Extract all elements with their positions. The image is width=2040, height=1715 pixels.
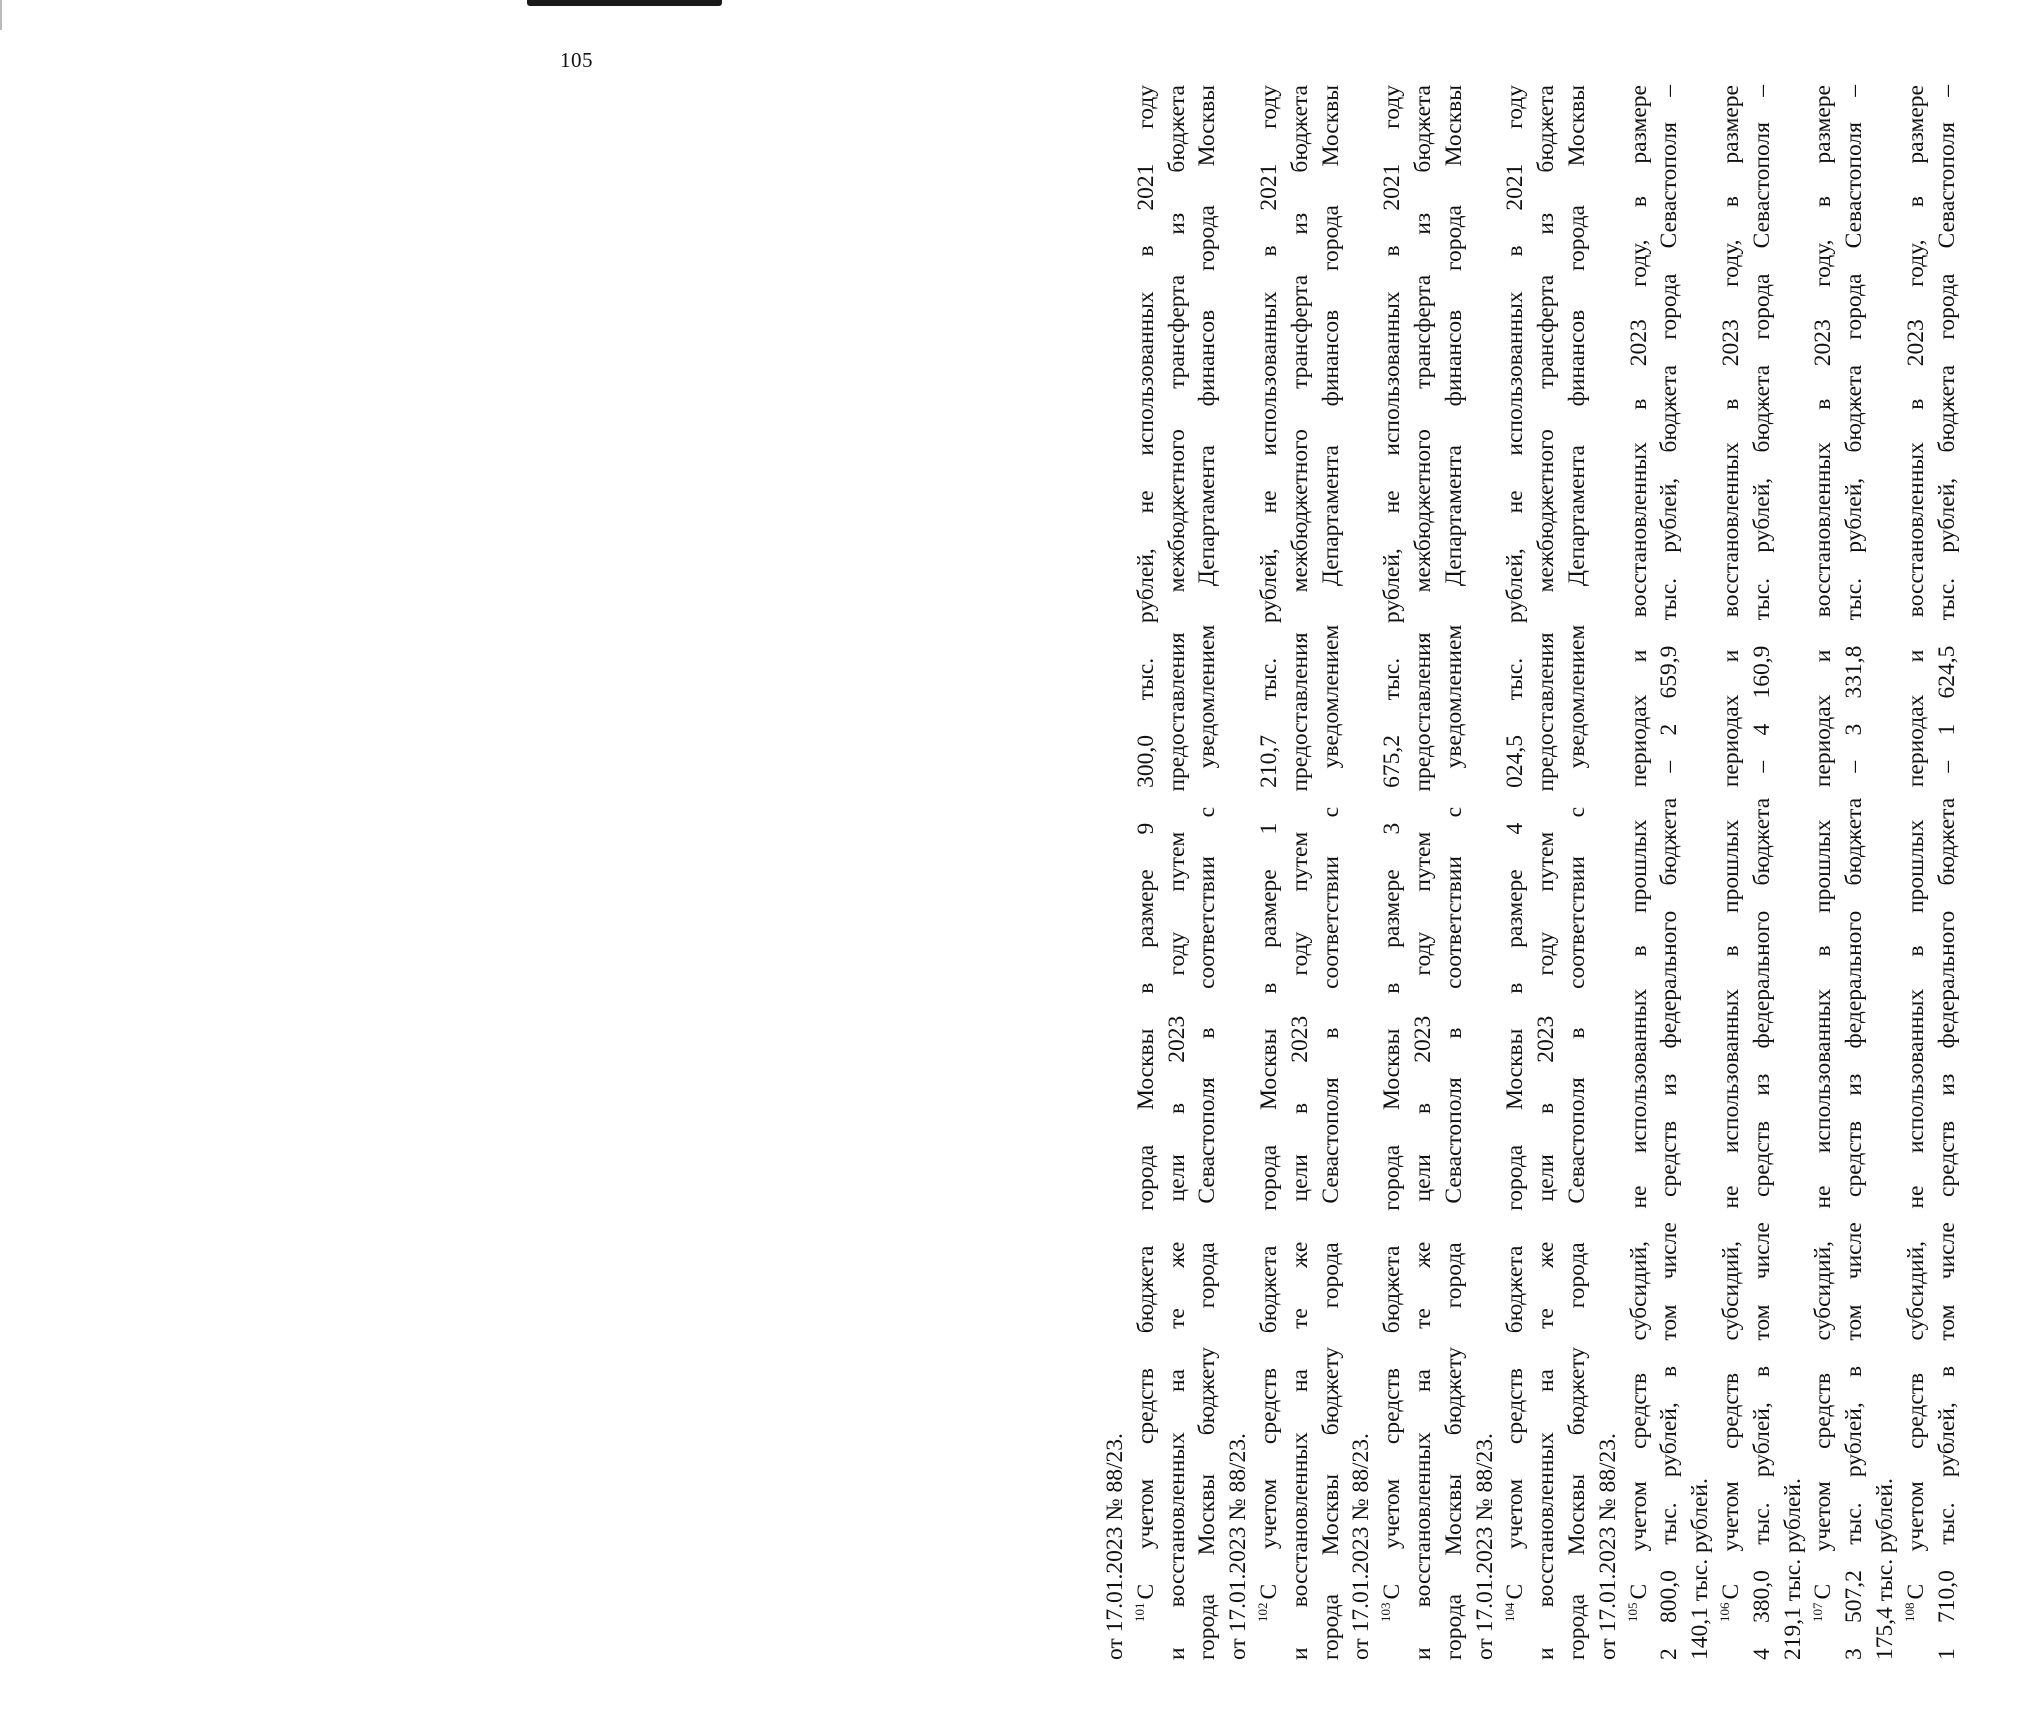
footnote-number: 104 bbox=[1501, 1602, 1517, 1622]
footnote-number: 101 bbox=[1131, 1602, 1147, 1622]
text-line bbox=[1285, 85, 1316, 1660]
text-line bbox=[1932, 85, 1963, 1660]
footnote-number: 107 bbox=[1809, 1602, 1825, 1622]
text-line bbox=[1192, 85, 1223, 1660]
line-text: и восстановленных на те же цели в 2023 году путем предоставления межбюджетного трансферта из бюджета bbox=[1533, 85, 1560, 1660]
text-line bbox=[1408, 85, 1439, 1660]
line-text: от 17.01.2023 № 88/23. bbox=[1348, 1433, 1375, 1660]
text-line bbox=[1162, 85, 1193, 1660]
line-text: С учетом средств бюджета города Москвы в размере 1 210,7 тыс. рублей, не использованных в 2021 году bbox=[1255, 85, 1282, 1600]
footnote-102-start bbox=[1254, 85, 1285, 1660]
page-number: 105 bbox=[560, 48, 593, 72]
line-text: С учетом средств бюджета города Москвы в размере 4 024,5 тыс. рублей, не использованных в 2021 году bbox=[1502, 85, 1529, 1600]
text-line bbox=[1593, 85, 1624, 1660]
footnote-107-start bbox=[1808, 85, 1839, 1660]
text-line bbox=[1470, 85, 1501, 1660]
text-line bbox=[1100, 85, 1131, 1660]
text-line bbox=[1870, 85, 1901, 1660]
footnote-number: 106 bbox=[1717, 1602, 1733, 1622]
footnote-number: 103 bbox=[1378, 1602, 1394, 1622]
line-text: города Москвы бюджету города Севастополя в соответствии с уведомлением Департамента финансов города Москвы bbox=[1563, 85, 1590, 1660]
line-text: от 17.01.2023 № 88/23. bbox=[1594, 1433, 1621, 1660]
text-line bbox=[1685, 85, 1716, 1660]
line-text: города Москвы бюджету города Севастополя в соответствии с уведомлением Департамента финансов города Москвы bbox=[1194, 85, 1221, 1660]
line-text: 175,4 тыс. рублей. bbox=[1871, 1478, 1898, 1660]
footnote-number: 108 bbox=[1901, 1602, 1917, 1622]
text-line bbox=[1316, 85, 1347, 1660]
footnote-101-start bbox=[1131, 85, 1162, 1660]
line-text: города Москвы бюджету города Севастополя в соответствии с уведомлением Департамента финансов города Москвы bbox=[1440, 85, 1467, 1660]
scan-edge-mark bbox=[0, 0, 2, 30]
footnote-104-start bbox=[1500, 85, 1531, 1660]
line-text: С учетом средств субсидий, не использованных в прошлых периодах и восстановленных в 2023 году, в размере bbox=[1810, 85, 1837, 1600]
line-text: и восстановленных на те же цели в 2023 году путем предоставления межбюджетного трансферта из бюджета bbox=[1286, 85, 1313, 1660]
line-text: от 17.01.2023 № 88/23. bbox=[1225, 1433, 1252, 1660]
line-text: 2 800,0 тыс. рублей, в том числе средств из федерального бюджета – 2 659,9 тыс. рублей, бюджета города Севастополя – bbox=[1656, 85, 1683, 1660]
line-text: С учетом средств субсидий, не использованных в прошлых периодах и восстановленных в 2023 году, в размере bbox=[1902, 85, 1929, 1600]
text-line bbox=[1747, 85, 1778, 1660]
line-text: 219,1 тыс. рублей. bbox=[1779, 1478, 1806, 1660]
line-text: города Москвы бюджету города Севастополя в соответствии с уведомлением Департамента финансов города Москвы bbox=[1317, 85, 1344, 1660]
line-text: 140,1 тыс. рублей. bbox=[1687, 1478, 1714, 1660]
line-text: 4 380,0 тыс. рублей, в том числе средств из федерального бюджета – 4 160,9 тыс. рублей, бюджета города Севастополя – bbox=[1748, 85, 1775, 1660]
line-text: С учетом средств бюджета города Москвы в размере 3 675,2 тыс. рублей, не использованных в 2021 году bbox=[1379, 85, 1406, 1600]
line-text: и восстановленных на те же цели в 2023 году путем предоставления межбюджетного трансферта из бюджета bbox=[1163, 85, 1190, 1660]
footnote-108-start bbox=[1901, 85, 1932, 1660]
footnote-103-start bbox=[1377, 85, 1408, 1660]
text-line bbox=[1654, 85, 1685, 1660]
footnote-105-start bbox=[1624, 85, 1655, 1660]
text-line bbox=[1778, 85, 1809, 1660]
line-text: и восстановленных на те же цели в 2023 году путем предоставления межбюджетного трансферта из бюджета bbox=[1409, 85, 1436, 1660]
text-line bbox=[1223, 85, 1254, 1660]
line-text: 3 507,2 тыс. рублей, в том числе средств из федерального бюджета – 3 331,8 тыс. рублей, бюджета города Севастополя – bbox=[1841, 85, 1868, 1660]
line-text: от 17.01.2023 № 88/23. bbox=[1102, 1433, 1128, 1660]
line-text: 1 710,0 тыс. рублей, в том числе средств из федерального бюджета – 1 624,5 тыс. рублей, бюджета города Севастополя – bbox=[1933, 85, 1960, 1660]
text-line bbox=[1346, 85, 1377, 1660]
scan-top-bar bbox=[527, 0, 722, 6]
footnotes-text-block bbox=[1100, 85, 2040, 1660]
line-text: от 17.01.2023 № 88/23. bbox=[1471, 1433, 1498, 1660]
line-text: С учетом средств бюджета города Москвы в размере 9 300,0 тыс. рублей, не использованных в 2021 году bbox=[1132, 85, 1159, 1600]
footnote-106-start bbox=[1716, 85, 1747, 1660]
footnote-number: 102 bbox=[1255, 1602, 1271, 1622]
line-text: С учетом средств субсидий, не использованных в прошлых периодах и восстановленных в 2023 году, в размере bbox=[1625, 85, 1652, 1600]
footnote-number: 105 bbox=[1624, 1602, 1640, 1622]
text-line bbox=[1562, 85, 1593, 1660]
line-text: С учетом средств субсидий, не использованных в прошлых периодах и восстановленных в 2023 году, в размере bbox=[1717, 85, 1744, 1600]
text-line bbox=[1439, 85, 1470, 1660]
text-line bbox=[1531, 85, 1562, 1660]
text-line bbox=[1839, 85, 1870, 1660]
